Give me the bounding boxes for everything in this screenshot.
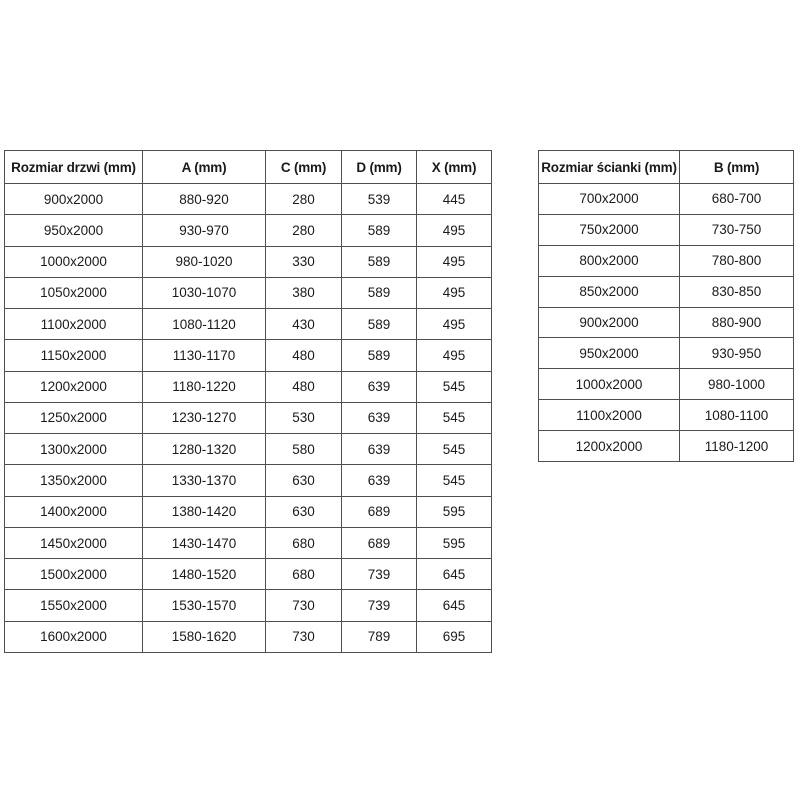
table-row (539, 307, 794, 338)
table-row (5, 371, 492, 402)
table-cell: 750x2000 (539, 214, 680, 245)
table-row (5, 215, 492, 246)
table-cell: 595 (417, 496, 492, 527)
header-cell: D (mm) (342, 151, 417, 184)
table-cell: 789 (342, 621, 417, 652)
table-cell: 1480-1520 (143, 559, 266, 590)
table-cell: 1430-1470 (143, 527, 266, 558)
table-cell: 545 (417, 465, 492, 496)
table-cell: 680-700 (680, 184, 794, 215)
table-cell: 980-1020 (143, 246, 266, 277)
table-row (539, 431, 794, 462)
table-cell: 380 (266, 277, 342, 308)
table-cell: 1280-1320 (143, 434, 266, 465)
table-cell: 639 (342, 402, 417, 433)
table-cell: 830-850 (680, 276, 794, 307)
table-cell: 739 (342, 590, 417, 621)
table-row (539, 214, 794, 245)
table-cell: 280 (266, 215, 342, 246)
table-cell: 495 (417, 246, 492, 277)
table-cell: 445 (417, 184, 492, 215)
table-row (5, 465, 492, 496)
table-cell: 880-900 (680, 307, 794, 338)
wall-dimensions-table (538, 150, 794, 462)
table-cell: 1200x2000 (5, 371, 143, 402)
table-cell: 639 (342, 465, 417, 496)
table-cell: 1400x2000 (5, 496, 143, 527)
table-cell: 545 (417, 371, 492, 402)
table-cell: 730 (266, 590, 342, 621)
table-cell: 1050x2000 (5, 277, 143, 308)
table-cell: 495 (417, 309, 492, 340)
table-cell: 1530-1570 (143, 590, 266, 621)
table-cell: 280 (266, 184, 342, 215)
table-cell: 1300x2000 (5, 434, 143, 465)
table-cell: 1200x2000 (539, 431, 680, 462)
table-row (5, 496, 492, 527)
table-cell: 1150x2000 (5, 340, 143, 371)
table-cell: 930-950 (680, 338, 794, 369)
table-cell: 950x2000 (5, 215, 143, 246)
table-cell: 695 (417, 621, 492, 652)
table-cell: 680 (266, 559, 342, 590)
table-cell: 1450x2000 (5, 527, 143, 558)
table-row (5, 246, 492, 277)
table-cell: 330 (266, 246, 342, 277)
table-cell: 680 (266, 527, 342, 558)
table-cell: 495 (417, 277, 492, 308)
header-cell: C (mm) (266, 151, 342, 184)
table-cell: 1230-1270 (143, 402, 266, 433)
table-cell: 589 (342, 215, 417, 246)
table-cell: 1380-1420 (143, 496, 266, 527)
table-cell: 589 (342, 246, 417, 277)
table-cell: 1100x2000 (539, 400, 680, 431)
table-cell: 850x2000 (539, 276, 680, 307)
table-row (539, 369, 794, 400)
table-cell: 780-800 (680, 245, 794, 276)
table-row (5, 527, 492, 558)
table-cell: 495 (417, 215, 492, 246)
table-cell: 589 (342, 309, 417, 340)
table-cell: 639 (342, 434, 417, 465)
table-cell: 545 (417, 434, 492, 465)
table-cell: 545 (417, 402, 492, 433)
table-cell: 1550x2000 (5, 590, 143, 621)
table-cell: 1350x2000 (5, 465, 143, 496)
table-row (5, 184, 492, 215)
table-cell: 1000x2000 (5, 246, 143, 277)
table-cell: 589 (342, 340, 417, 371)
table-cell: 739 (342, 559, 417, 590)
table-cell: 1080-1100 (680, 400, 794, 431)
table-cell: 645 (417, 559, 492, 590)
table-row (539, 400, 794, 431)
table-cell: 1180-1220 (143, 371, 266, 402)
table-cell: 1500x2000 (5, 559, 143, 590)
table-cell: 630 (266, 496, 342, 527)
table-cell: 595 (417, 527, 492, 558)
table-cell: 1100x2000 (5, 309, 143, 340)
table-cell: 580 (266, 434, 342, 465)
table-row (5, 559, 492, 590)
table-cell: 930-970 (143, 215, 266, 246)
header-cell: X (mm) (417, 151, 492, 184)
table-cell: 900x2000 (5, 184, 143, 215)
header-cell: Rozmiar ścianki (mm) (539, 151, 680, 184)
table-cell: 730 (266, 621, 342, 652)
table-cell: 689 (342, 496, 417, 527)
header-cell: Rozmiar drzwi (mm) (5, 151, 143, 184)
table-cell: 1080-1120 (143, 309, 266, 340)
header-row (5, 151, 492, 184)
table-cell: 980-1000 (680, 369, 794, 400)
table-cell: 645 (417, 590, 492, 621)
table-cell: 639 (342, 371, 417, 402)
table-cell: 495 (417, 340, 492, 371)
header-row (539, 151, 794, 184)
table-row (5, 402, 492, 433)
door-dimensions-table (4, 150, 492, 653)
table-cell: 800x2000 (539, 245, 680, 276)
table-cell: 630 (266, 465, 342, 496)
table-row (539, 276, 794, 307)
table-cell: 1130-1170 (143, 340, 266, 371)
table-cell: 880-920 (143, 184, 266, 215)
table-cell: 480 (266, 371, 342, 402)
table-cell: 1030-1070 (143, 277, 266, 308)
header-cell: B (mm) (680, 151, 794, 184)
table-cell: 530 (266, 402, 342, 433)
table-cell: 589 (342, 277, 417, 308)
table-row (5, 277, 492, 308)
table-cell: 1600x2000 (5, 621, 143, 652)
table-cell: 730-750 (680, 214, 794, 245)
table-cell: 1250x2000 (5, 402, 143, 433)
table-row (5, 621, 492, 652)
table-cell: 1180-1200 (680, 431, 794, 462)
table-cell: 689 (342, 527, 417, 558)
table-cell: 480 (266, 340, 342, 371)
table-row (5, 434, 492, 465)
table-cell: 1330-1370 (143, 465, 266, 496)
table-row (539, 338, 794, 369)
table-row (539, 245, 794, 276)
table-cell: 950x2000 (539, 338, 680, 369)
table-cell: 1000x2000 (539, 369, 680, 400)
table-cell: 539 (342, 184, 417, 215)
table-cell: 430 (266, 309, 342, 340)
table-cell: 900x2000 (539, 307, 680, 338)
header-cell: A (mm) (143, 151, 266, 184)
table-row (539, 184, 794, 215)
table-row (5, 590, 492, 621)
table-row (5, 340, 492, 371)
table-cell: 700x2000 (539, 184, 680, 215)
table-row (5, 309, 492, 340)
table-cell: 1580-1620 (143, 621, 266, 652)
